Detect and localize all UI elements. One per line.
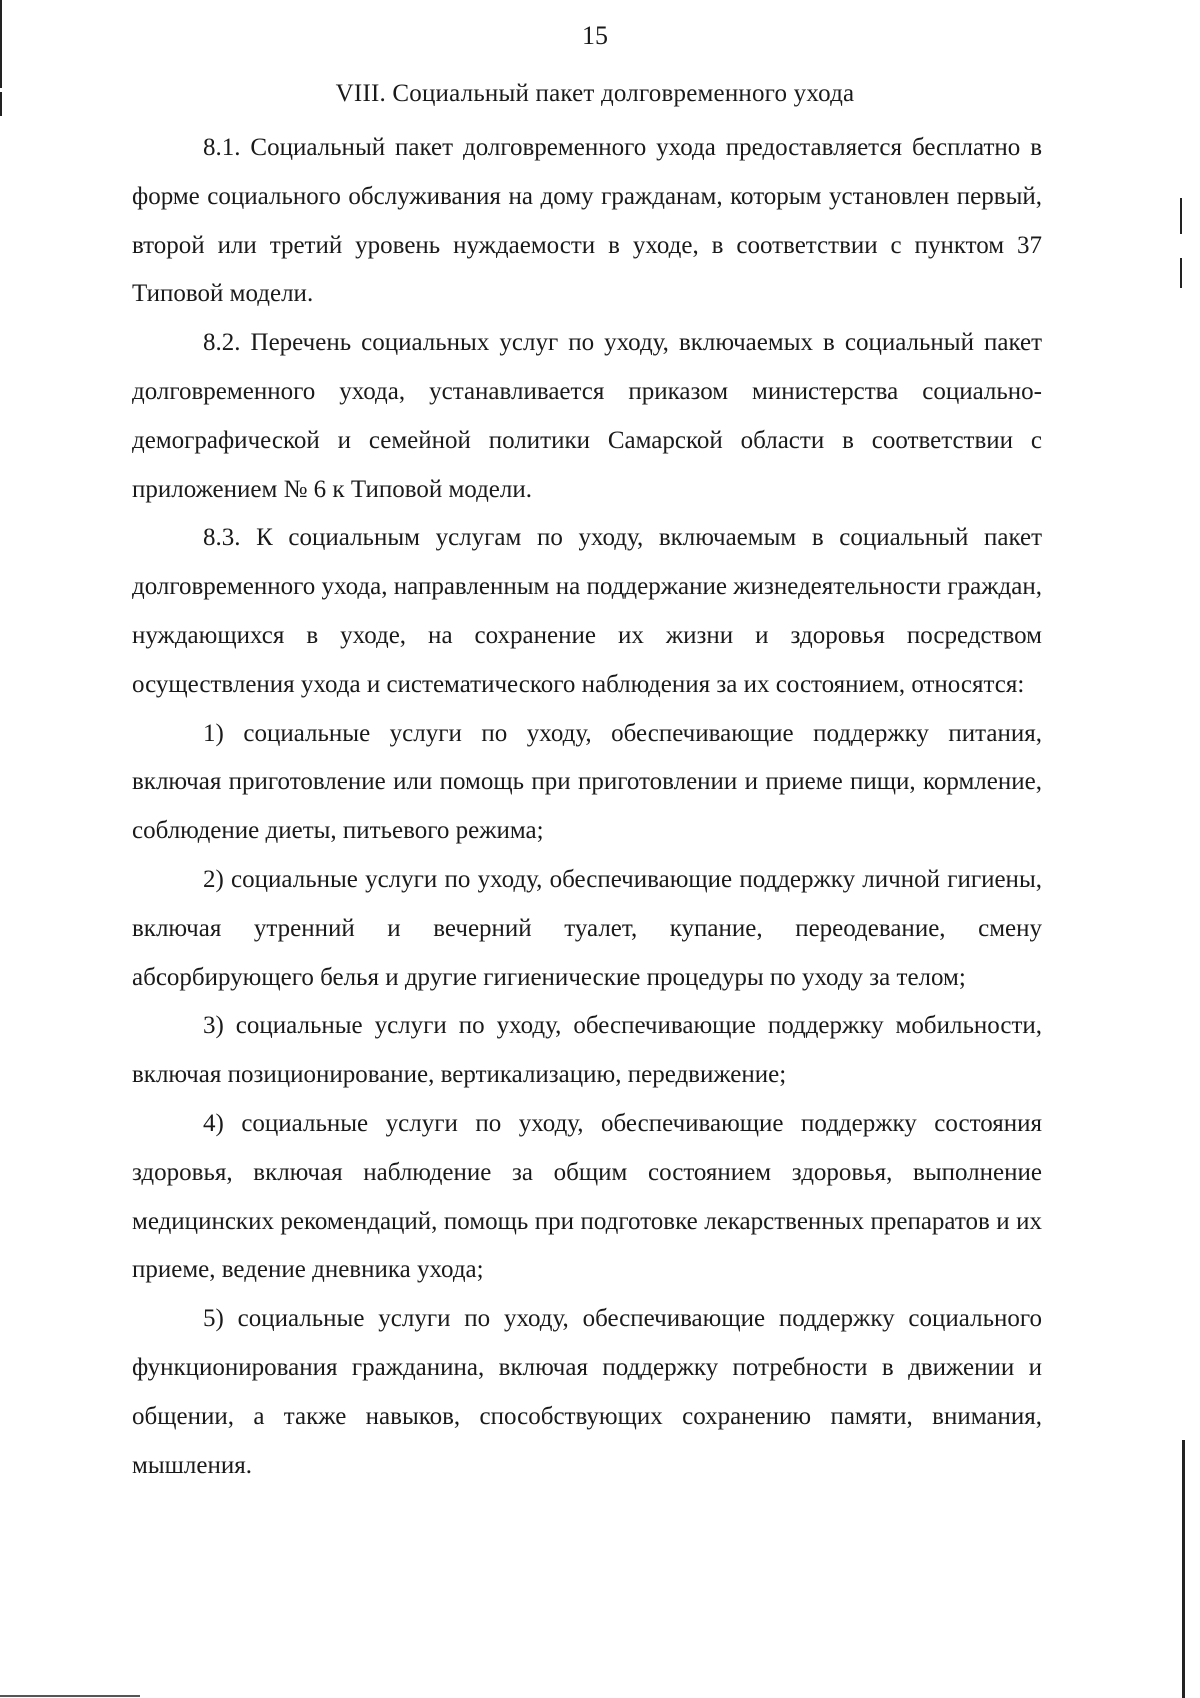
paragraph-8-1: 8.1. Социальный пакет долговременного ухода предоставляется бесплатно в форме социального обслуживания на дому гражданам, которым установлен первый, второй или третий уровень нуждаемости в уходе, в соответствии с пунктом 37 Типовой модели. <box>132 134 1042 308</box>
scan-edge-mark <box>1180 198 1182 234</box>
paragraph-8-2: 8.2. Перечень социальных услуг по уходу, включаемых в социальный пакет долговременного ухода, устанавливается приказом министерства социально-демографической и семейной политики Самарской области в соответствии с приложением № 6 к Типовой модели. <box>132 329 1042 503</box>
paragraph-8-3: 8.3. К социальным услугам по уходу, включаемым в социальный пакет долговременного ухода, направленным на поддержание жизнедеятельности граждан, нуждающихся в уходе, на сохранение их жизни и здоровья посредством осуществления ухода и систематического наблюдения за их состоянием, относятся: <box>132 524 1042 698</box>
section-title: VIII. Социальный пакет долговременного ухода <box>335 80 855 107</box>
list-item-3: 3) социальные услуги по уходу, обеспечивающие поддержку мобильности, включая позиционирование, вертикализацию, передвижение; <box>132 1012 1042 1089</box>
list-item-5: 5) социальные услуги по уходу, обеспечивающие поддержку социального функционирования гражданина, включая поддержку потребности в движении и общении, а также навыков, способствующих сохранению памяти, внимания, мышления. <box>132 1305 1042 1479</box>
scan-edge-mark <box>0 1695 140 1697</box>
list-item-2: 2) социальные услуги по уходу, обеспечивающие поддержку личной гигиены, включая утренний и вечерний туалет, купание, переодевание, смену абсорбирующего белья и другие гигиенические процедуры по уходу за телом; <box>132 865 1042 991</box>
list-item-1: 1) социальные услуги по уходу, обеспечивающие поддержку питания, включая приготовление или помощь при приготовлении и приеме пищи, кормление, соблюдение диеты, питьевого режима; <box>132 719 1042 845</box>
list-item-4: 4) социальные услуги по уходу, обеспечивающие поддержку состояния здоровья, включая наблюдение за общим состоянием здоровья, выполнение медицинских рекомендаций, помощь при подготовке лекарственных препаратов и их приеме, ведение дневника ухода; <box>132 1109 1042 1284</box>
page-number: 15 <box>582 21 608 50</box>
scan-edge-mark <box>1180 258 1182 288</box>
document-body <box>132 124 1042 1490</box>
scan-edge-mark <box>1182 1440 1185 1698</box>
